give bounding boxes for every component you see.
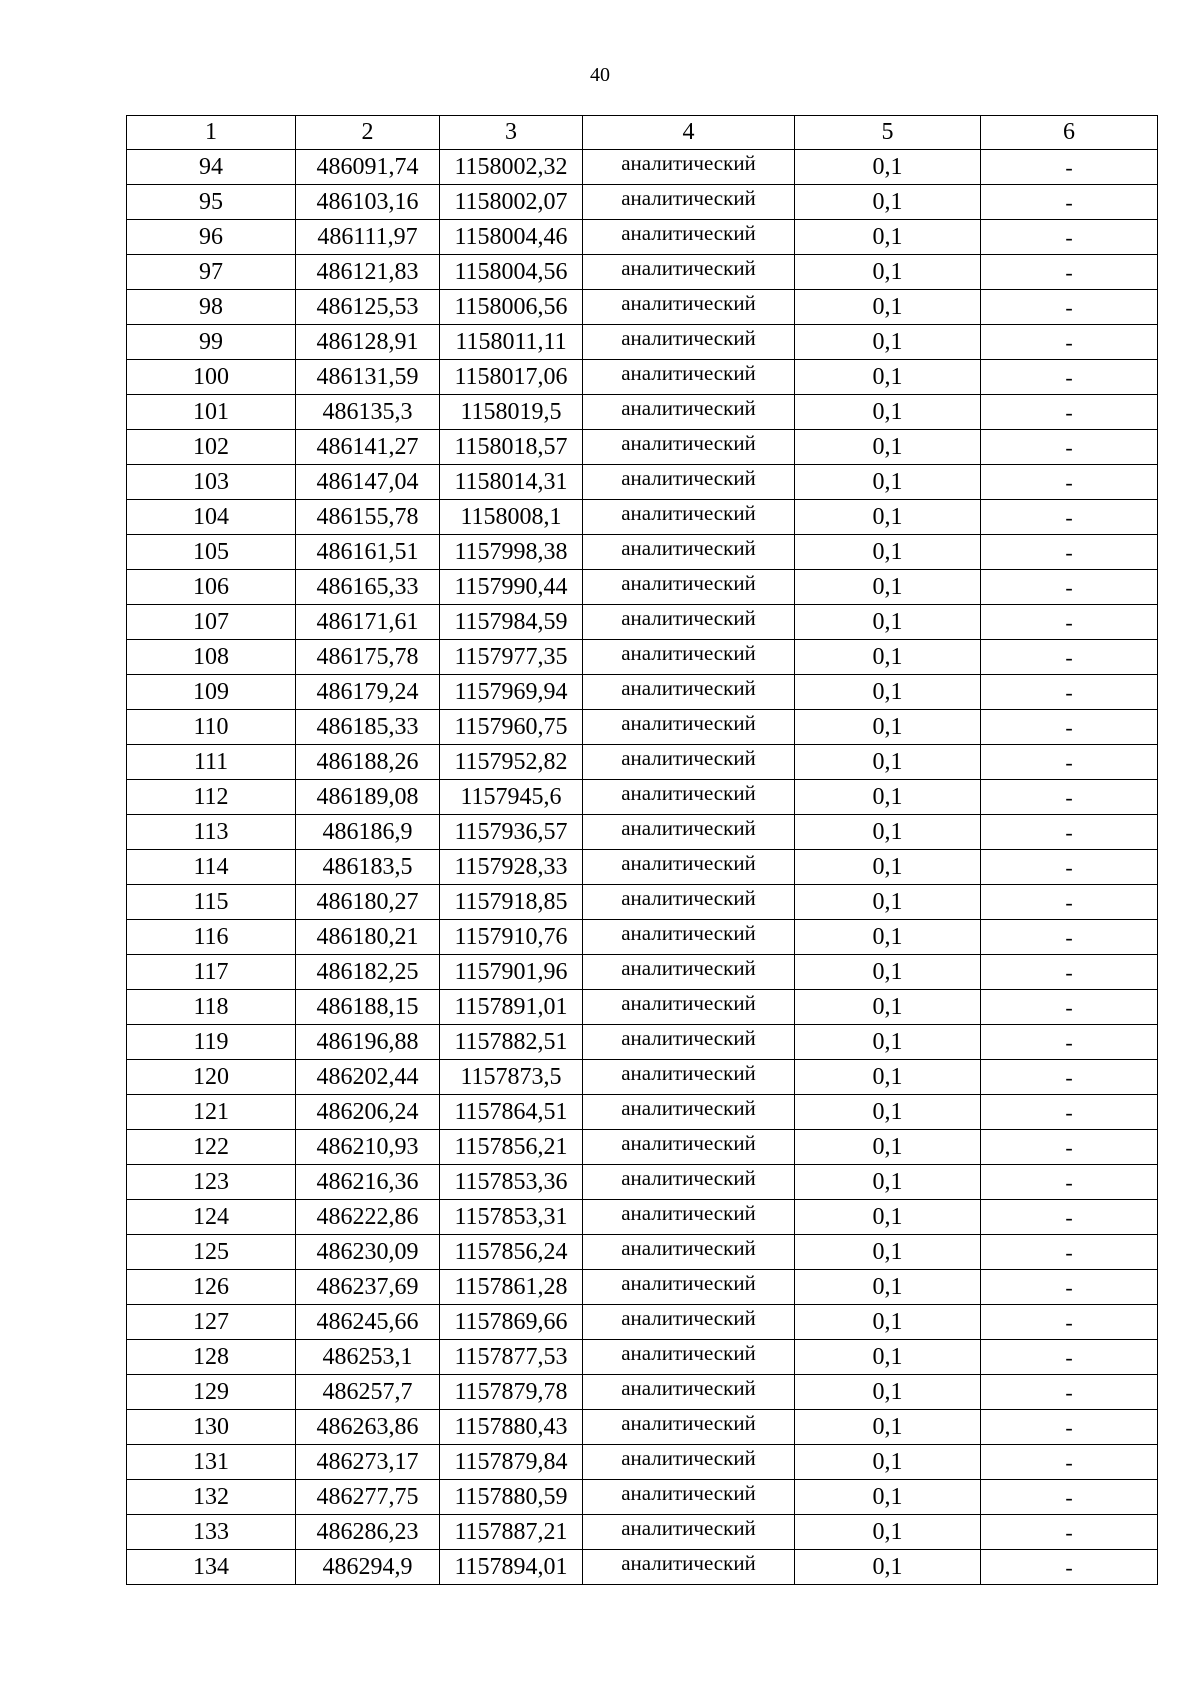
y-coordinate-cell: 1157882,51 [440, 1025, 583, 1060]
accuracy-cell: 0,1 [795, 325, 981, 360]
y-coordinate-cell: 1157910,76 [440, 920, 583, 955]
note-cell: - [981, 780, 1158, 815]
note-cell: - [981, 990, 1158, 1025]
method-cell: аналитический [583, 1410, 795, 1445]
accuracy-cell: 0,1 [795, 1375, 981, 1410]
accuracy-cell: 0,1 [795, 185, 981, 220]
method-cell: аналитический [583, 220, 795, 255]
table-row [127, 605, 1158, 640]
method-cell: аналитический [583, 745, 795, 780]
table-row [127, 1200, 1158, 1235]
accuracy-cell: 0,1 [795, 1130, 981, 1165]
method-cell: аналитический [583, 150, 795, 185]
page-number: 40 [590, 64, 610, 86]
x-coordinate-cell: 486179,24 [296, 675, 440, 710]
y-coordinate-cell: 1157853,31 [440, 1200, 583, 1235]
y-coordinate-cell: 1157873,5 [440, 1060, 583, 1095]
accuracy-cell: 0,1 [795, 1270, 981, 1305]
table-row [127, 955, 1158, 990]
y-coordinate-cell: 1158014,31 [440, 465, 583, 500]
x-coordinate-cell: 486216,36 [296, 1165, 440, 1200]
point-number-cell: 134 [127, 1550, 296, 1585]
note-cell: - [981, 220, 1158, 255]
note-cell: - [981, 885, 1158, 920]
table-row [127, 1550, 1158, 1585]
point-number-cell: 132 [127, 1480, 296, 1515]
header-row [127, 116, 1158, 150]
table-row [127, 1515, 1158, 1550]
note-cell: - [981, 815, 1158, 850]
y-coordinate-cell: 1157918,85 [440, 885, 583, 920]
header-cell: 6 [981, 116, 1158, 150]
note-cell: - [981, 500, 1158, 535]
point-number-cell: 129 [127, 1375, 296, 1410]
method-cell: аналитический [583, 1305, 795, 1340]
x-coordinate-cell: 486245,66 [296, 1305, 440, 1340]
note-cell: - [981, 360, 1158, 395]
x-coordinate-cell: 486277,75 [296, 1480, 440, 1515]
x-coordinate-cell: 486103,16 [296, 185, 440, 220]
method-cell: аналитический [583, 185, 795, 220]
method-cell: аналитический [583, 1550, 795, 1585]
x-coordinate-cell: 486180,27 [296, 885, 440, 920]
note-cell: - [981, 465, 1158, 500]
note-cell: - [981, 850, 1158, 885]
x-coordinate-cell: 486237,69 [296, 1270, 440, 1305]
method-cell: аналитический [583, 1060, 795, 1095]
point-number-cell: 119 [127, 1025, 296, 1060]
point-number-cell: 130 [127, 1410, 296, 1445]
method-cell: аналитический [583, 605, 795, 640]
header-cell: 2 [296, 116, 440, 150]
table-row [127, 780, 1158, 815]
method-cell: аналитический [583, 500, 795, 535]
x-coordinate-cell: 486257,7 [296, 1375, 440, 1410]
x-coordinate-cell: 486188,15 [296, 990, 440, 1025]
accuracy-cell: 0,1 [795, 1550, 981, 1585]
accuracy-cell: 0,1 [795, 290, 981, 325]
table-row [127, 920, 1158, 955]
y-coordinate-cell: 1158008,1 [440, 500, 583, 535]
method-cell: аналитический [583, 1025, 795, 1060]
point-number-cell: 98 [127, 290, 296, 325]
y-coordinate-cell: 1157984,59 [440, 605, 583, 640]
method-cell: аналитический [583, 920, 795, 955]
y-coordinate-cell: 1157861,28 [440, 1270, 583, 1305]
accuracy-cell: 0,1 [795, 710, 981, 745]
method-cell: аналитический [583, 850, 795, 885]
point-number-cell: 104 [127, 500, 296, 535]
y-coordinate-cell: 1158004,46 [440, 220, 583, 255]
note-cell: - [981, 1130, 1158, 1165]
table-row [127, 1445, 1158, 1480]
x-coordinate-cell: 486189,08 [296, 780, 440, 815]
table-row [127, 640, 1158, 675]
point-number-cell: 103 [127, 465, 296, 500]
point-number-cell: 128 [127, 1340, 296, 1375]
table-row [127, 1095, 1158, 1130]
y-coordinate-cell: 1158004,56 [440, 255, 583, 290]
header-cell: 1 [127, 116, 296, 150]
method-cell: аналитический [583, 990, 795, 1025]
y-coordinate-cell: 1157952,82 [440, 745, 583, 780]
x-coordinate-cell: 486180,21 [296, 920, 440, 955]
x-coordinate-cell: 486263,86 [296, 1410, 440, 1445]
table-row [127, 815, 1158, 850]
point-number-cell: 114 [127, 850, 296, 885]
table-row [127, 1340, 1158, 1375]
point-number-cell: 105 [127, 535, 296, 570]
y-coordinate-cell: 1158002,07 [440, 185, 583, 220]
x-coordinate-cell: 486202,44 [296, 1060, 440, 1095]
table-row [127, 220, 1158, 255]
y-coordinate-cell: 1157879,84 [440, 1445, 583, 1480]
table-row [127, 850, 1158, 885]
x-coordinate-cell: 486183,5 [296, 850, 440, 885]
point-number-cell: 94 [127, 150, 296, 185]
y-coordinate-cell: 1157990,44 [440, 570, 583, 605]
accuracy-cell: 0,1 [795, 465, 981, 500]
accuracy-cell: 0,1 [795, 395, 981, 430]
method-cell: аналитический [583, 1235, 795, 1270]
note-cell: - [981, 1445, 1158, 1480]
x-coordinate-cell: 486111,97 [296, 220, 440, 255]
note-cell: - [981, 1375, 1158, 1410]
table-row [127, 395, 1158, 430]
accuracy-cell: 0,1 [795, 1095, 981, 1130]
note-cell: - [981, 430, 1158, 465]
header-cell: 3 [440, 116, 583, 150]
method-cell: аналитический [583, 290, 795, 325]
note-cell: - [981, 1235, 1158, 1270]
point-number-cell: 95 [127, 185, 296, 220]
point-number-cell: 101 [127, 395, 296, 430]
method-cell: аналитический [583, 780, 795, 815]
table-row [127, 1130, 1158, 1165]
table-row [127, 185, 1158, 220]
y-coordinate-cell: 1158011,11 [440, 325, 583, 360]
note-cell: - [981, 1340, 1158, 1375]
table-row [127, 1165, 1158, 1200]
accuracy-cell: 0,1 [795, 1445, 981, 1480]
x-coordinate-cell: 486222,86 [296, 1200, 440, 1235]
note-cell: - [981, 395, 1158, 430]
point-number-cell: 117 [127, 955, 296, 990]
table-body [127, 150, 1158, 1585]
accuracy-cell: 0,1 [795, 745, 981, 780]
header-cell: 4 [583, 116, 795, 150]
y-coordinate-cell: 1157887,21 [440, 1515, 583, 1550]
method-cell: аналитический [583, 430, 795, 465]
accuracy-cell: 0,1 [795, 1165, 981, 1200]
x-coordinate-cell: 486175,78 [296, 640, 440, 675]
note-cell: - [981, 1550, 1158, 1585]
table-row [127, 745, 1158, 780]
point-number-cell: 120 [127, 1060, 296, 1095]
point-number-cell: 124 [127, 1200, 296, 1235]
table-row [127, 1270, 1158, 1305]
method-cell: аналитический [583, 955, 795, 990]
x-coordinate-cell: 486165,33 [296, 570, 440, 605]
method-cell: аналитический [583, 1200, 795, 1235]
point-number-cell: 111 [127, 745, 296, 780]
x-coordinate-cell: 486121,83 [296, 255, 440, 290]
y-coordinate-cell: 1157977,35 [440, 640, 583, 675]
note-cell: - [981, 150, 1158, 185]
note-cell: - [981, 1025, 1158, 1060]
method-cell: аналитический [583, 1515, 795, 1550]
accuracy-cell: 0,1 [795, 675, 981, 710]
note-cell: - [981, 1305, 1158, 1340]
accuracy-cell: 0,1 [795, 360, 981, 395]
point-number-cell: 97 [127, 255, 296, 290]
note-cell: - [981, 1410, 1158, 1445]
table-row [127, 1480, 1158, 1515]
y-coordinate-cell: 1158017,06 [440, 360, 583, 395]
x-coordinate-cell: 486091,74 [296, 150, 440, 185]
y-coordinate-cell: 1157901,96 [440, 955, 583, 990]
table-row [127, 990, 1158, 1025]
point-number-cell: 125 [127, 1235, 296, 1270]
note-cell: - [981, 710, 1158, 745]
method-cell: аналитический [583, 535, 795, 570]
x-coordinate-cell: 486135,3 [296, 395, 440, 430]
note-cell: - [981, 535, 1158, 570]
accuracy-cell: 0,1 [795, 430, 981, 465]
point-number-cell: 123 [127, 1165, 296, 1200]
point-number-cell: 99 [127, 325, 296, 360]
accuracy-cell: 0,1 [795, 1340, 981, 1375]
x-coordinate-cell: 486171,61 [296, 605, 440, 640]
method-cell: аналитический [583, 1375, 795, 1410]
method-cell: аналитический [583, 1480, 795, 1515]
y-coordinate-cell: 1158018,57 [440, 430, 583, 465]
y-coordinate-cell: 1157864,51 [440, 1095, 583, 1130]
method-cell: аналитический [583, 815, 795, 850]
note-cell: - [981, 1060, 1158, 1095]
y-coordinate-cell: 1157869,66 [440, 1305, 583, 1340]
point-number-cell: 107 [127, 605, 296, 640]
accuracy-cell: 0,1 [795, 815, 981, 850]
accuracy-cell: 0,1 [795, 1410, 981, 1445]
table-row [127, 255, 1158, 290]
point-number-cell: 106 [127, 570, 296, 605]
x-coordinate-cell: 486206,24 [296, 1095, 440, 1130]
note-cell: - [981, 290, 1158, 325]
y-coordinate-cell: 1157880,59 [440, 1480, 583, 1515]
note-cell: - [981, 955, 1158, 990]
note-cell: - [981, 920, 1158, 955]
y-coordinate-cell: 1157879,78 [440, 1375, 583, 1410]
accuracy-cell: 0,1 [795, 850, 981, 885]
table-row [127, 1060, 1158, 1095]
y-coordinate-cell: 1157856,21 [440, 1130, 583, 1165]
note-cell: - [981, 185, 1158, 220]
table-row [127, 535, 1158, 570]
x-coordinate-cell: 486253,1 [296, 1340, 440, 1375]
x-coordinate-cell: 486196,88 [296, 1025, 440, 1060]
accuracy-cell: 0,1 [795, 990, 981, 1025]
x-coordinate-cell: 486182,25 [296, 955, 440, 990]
point-number-cell: 102 [127, 430, 296, 465]
table-row [127, 430, 1158, 465]
point-number-cell: 133 [127, 1515, 296, 1550]
header-cell: 5 [795, 116, 981, 150]
method-cell: аналитический [583, 1165, 795, 1200]
point-number-cell: 115 [127, 885, 296, 920]
y-coordinate-cell: 1157936,57 [440, 815, 583, 850]
point-number-cell: 108 [127, 640, 296, 675]
table-row [127, 1375, 1158, 1410]
note-cell: - [981, 675, 1158, 710]
method-cell: аналитический [583, 325, 795, 360]
point-number-cell: 121 [127, 1095, 296, 1130]
point-number-cell: 131 [127, 1445, 296, 1480]
point-number-cell: 112 [127, 780, 296, 815]
y-coordinate-cell: 1157894,01 [440, 1550, 583, 1585]
note-cell: - [981, 1200, 1158, 1235]
method-cell: аналитический [583, 1095, 795, 1130]
table-row [127, 570, 1158, 605]
x-coordinate-cell: 486161,51 [296, 535, 440, 570]
y-coordinate-cell: 1158002,32 [440, 150, 583, 185]
method-cell: аналитический [583, 360, 795, 395]
accuracy-cell: 0,1 [795, 1305, 981, 1340]
y-coordinate-cell: 1157969,94 [440, 675, 583, 710]
table-row [127, 1235, 1158, 1270]
accuracy-cell: 0,1 [795, 220, 981, 255]
method-cell: аналитический [583, 1270, 795, 1305]
table-row [127, 290, 1158, 325]
x-coordinate-cell: 486210,93 [296, 1130, 440, 1165]
table-row [127, 150, 1158, 185]
table-row [127, 885, 1158, 920]
method-cell: аналитический [583, 465, 795, 500]
accuracy-cell: 0,1 [795, 535, 981, 570]
table-row [127, 325, 1158, 360]
accuracy-cell: 0,1 [795, 1480, 981, 1515]
note-cell: - [981, 255, 1158, 290]
method-cell: аналитический [583, 710, 795, 745]
method-cell: аналитический [583, 1130, 795, 1165]
note-cell: - [981, 1095, 1158, 1130]
table-row [127, 1305, 1158, 1340]
x-coordinate-cell: 486131,59 [296, 360, 440, 395]
accuracy-cell: 0,1 [795, 885, 981, 920]
table-row [127, 710, 1158, 745]
method-cell: аналитический [583, 1340, 795, 1375]
y-coordinate-cell: 1157928,33 [440, 850, 583, 885]
method-cell: аналитический [583, 255, 795, 290]
accuracy-cell: 0,1 [795, 955, 981, 990]
note-cell: - [981, 640, 1158, 675]
y-coordinate-cell: 1158019,5 [440, 395, 583, 430]
note-cell: - [981, 1165, 1158, 1200]
y-coordinate-cell: 1157853,36 [440, 1165, 583, 1200]
table-row [127, 1410, 1158, 1445]
y-coordinate-cell: 1158006,56 [440, 290, 583, 325]
note-cell: - [981, 605, 1158, 640]
table-row [127, 1025, 1158, 1060]
x-coordinate-cell: 486273,17 [296, 1445, 440, 1480]
note-cell: - [981, 325, 1158, 360]
x-coordinate-cell: 486141,27 [296, 430, 440, 465]
note-cell: - [981, 1270, 1158, 1305]
y-coordinate-cell: 1157856,24 [440, 1235, 583, 1270]
x-coordinate-cell: 486188,26 [296, 745, 440, 780]
accuracy-cell: 0,1 [795, 1235, 981, 1270]
method-cell: аналитический [583, 1445, 795, 1480]
accuracy-cell: 0,1 [795, 570, 981, 605]
note-cell: - [981, 570, 1158, 605]
method-cell: аналитический [583, 885, 795, 920]
note-cell: - [981, 745, 1158, 780]
point-number-cell: 100 [127, 360, 296, 395]
point-number-cell: 126 [127, 1270, 296, 1305]
x-coordinate-cell: 486125,53 [296, 290, 440, 325]
point-number-cell: 113 [127, 815, 296, 850]
accuracy-cell: 0,1 [795, 605, 981, 640]
y-coordinate-cell: 1157880,43 [440, 1410, 583, 1445]
point-number-cell: 118 [127, 990, 296, 1025]
point-number-cell: 116 [127, 920, 296, 955]
y-coordinate-cell: 1157960,75 [440, 710, 583, 745]
y-coordinate-cell: 1157998,38 [440, 535, 583, 570]
accuracy-cell: 0,1 [795, 255, 981, 290]
x-coordinate-cell: 486286,23 [296, 1515, 440, 1550]
accuracy-cell: 0,1 [795, 1200, 981, 1235]
accuracy-cell: 0,1 [795, 500, 981, 535]
point-number-cell: 96 [127, 220, 296, 255]
accuracy-cell: 0,1 [795, 920, 981, 955]
method-cell: аналитический [583, 640, 795, 675]
note-cell: - [981, 1515, 1158, 1550]
y-coordinate-cell: 1157877,53 [440, 1340, 583, 1375]
method-cell: аналитический [583, 395, 795, 430]
table-row [127, 360, 1158, 395]
accuracy-cell: 0,1 [795, 1515, 981, 1550]
x-coordinate-cell: 486294,9 [296, 1550, 440, 1585]
point-number-cell: 109 [127, 675, 296, 710]
table-row [127, 500, 1158, 535]
point-number-cell: 127 [127, 1305, 296, 1340]
accuracy-cell: 0,1 [795, 640, 981, 675]
x-coordinate-cell: 486147,04 [296, 465, 440, 500]
x-coordinate-cell: 486128,91 [296, 325, 440, 360]
note-cell: - [981, 1480, 1158, 1515]
point-number-cell: 110 [127, 710, 296, 745]
accuracy-cell: 0,1 [795, 1025, 981, 1060]
coordinates-table [126, 115, 1158, 1585]
accuracy-cell: 0,1 [795, 150, 981, 185]
method-cell: аналитический [583, 675, 795, 710]
table-row [127, 465, 1158, 500]
table-row [127, 675, 1158, 710]
x-coordinate-cell: 486155,78 [296, 500, 440, 535]
x-coordinate-cell: 486230,09 [296, 1235, 440, 1270]
y-coordinate-cell: 1157891,01 [440, 990, 583, 1025]
method-cell: аналитический [583, 570, 795, 605]
y-coordinate-cell: 1157945,6 [440, 780, 583, 815]
accuracy-cell: 0,1 [795, 780, 981, 815]
x-coordinate-cell: 486186,9 [296, 815, 440, 850]
accuracy-cell: 0,1 [795, 1060, 981, 1095]
x-coordinate-cell: 486185,33 [296, 710, 440, 745]
point-number-cell: 122 [127, 1130, 296, 1165]
